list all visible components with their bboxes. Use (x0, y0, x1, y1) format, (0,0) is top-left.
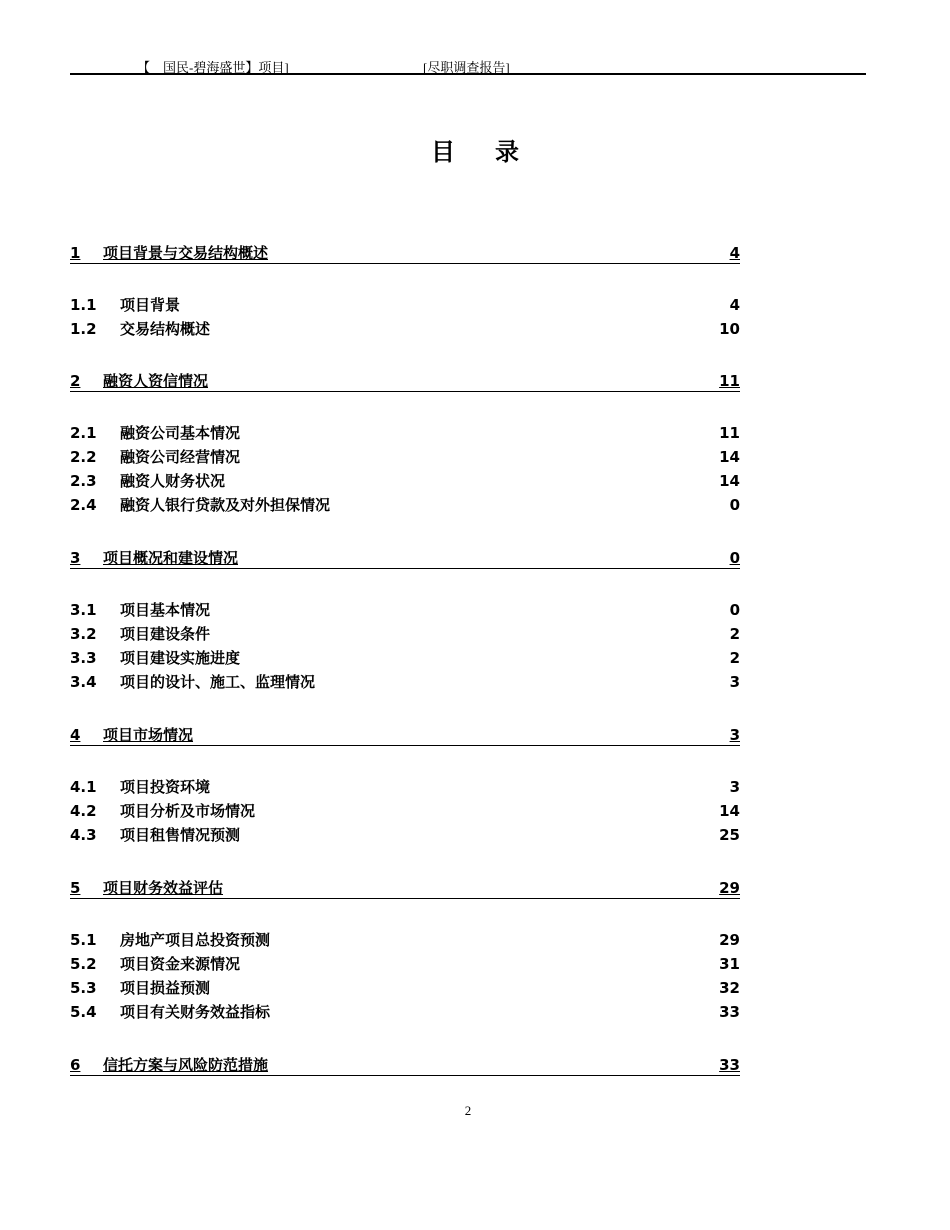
toc-entry-page: 31 (719, 955, 740, 973)
toc-title: 目录 (431, 137, 559, 166)
toc-entry-number: 3 (70, 549, 81, 567)
toc-entry-number: 1.2 (70, 320, 97, 338)
toc-entry-page: 25 (719, 826, 740, 844)
toc-entry-page: 0 (729, 549, 740, 567)
toc-chapter-entry[interactable] (70, 370, 740, 392)
toc-entry-title: 项目投资环境 (120, 778, 211, 796)
toc-entry-page: 0 (729, 601, 740, 619)
toc-entry-page: 2 (729, 649, 740, 667)
toc-entry-number: 2.1 (70, 424, 97, 442)
toc-entry-number: 3.1 (70, 601, 97, 619)
page-number: 2 (464, 1103, 472, 1118)
toc-chapter-entry[interactable] (70, 547, 740, 569)
toc-entry-number: 5 (70, 879, 81, 897)
toc-entry-number: 2.2 (70, 448, 97, 466)
toc-entry-title: 项目概况和建设情况 (103, 549, 239, 567)
toc-entry-number: 6 (70, 1056, 81, 1074)
header-project-name: 【 国民-碧海盛世】项目] (137, 60, 289, 75)
toc-section-entry[interactable] (70, 422, 740, 444)
toc-entry-title: 项目建设条件 (120, 625, 211, 643)
toc-entry-title: 项目分析及市场情况 (120, 802, 256, 820)
toc-entry-number: 3.4 (70, 673, 97, 691)
toc-entry-title: 项目基本情况 (120, 601, 211, 619)
toc-entry-title: 项目建设实施进度 (120, 649, 241, 667)
toc-entry-page: 14 (719, 472, 740, 490)
toc-chapter-entry[interactable] (70, 877, 740, 899)
toc-section-entry[interactable] (70, 647, 740, 669)
toc-entry-title: 融资人资信情况 (103, 372, 209, 390)
toc-entry-title: 项目有关财务效益指标 (120, 1003, 271, 1021)
toc-entry-number: 2 (70, 372, 81, 390)
toc-entry-title: 交易结构概述 (120, 320, 211, 338)
toc-entry-page: 2 (729, 625, 740, 643)
toc-entry-page: 4 (729, 296, 740, 314)
toc-entry-number: 5.1 (70, 931, 97, 949)
toc-chapter-entry[interactable] (70, 724, 740, 746)
toc-entry-number: 4.1 (70, 778, 97, 796)
toc-entry-page: 14 (719, 448, 740, 466)
toc-entry-number: 2.4 (70, 496, 97, 514)
toc-entry-title: 项目损益预测 (120, 979, 211, 997)
toc-entry-title: 项目租售情况预测 (120, 826, 241, 844)
toc-entry-page: 32 (719, 979, 740, 997)
toc-entry-number: 3.3 (70, 649, 97, 667)
toc-entry-title: 房地产项目总投资预测 (120, 931, 271, 949)
toc-entry-page: 3 (729, 726, 740, 744)
toc-entry-title: 融资公司经营情况 (120, 448, 241, 466)
toc-entry-number: 5.4 (70, 1003, 97, 1021)
toc-section-entry[interactable] (70, 1001, 740, 1023)
toc-entry-number: 5.3 (70, 979, 97, 997)
toc-section-entry[interactable] (70, 977, 740, 999)
toc-entry-page: 29 (719, 879, 740, 897)
toc-entry-title: 项目的设计、施工、监理情况 (120, 673, 316, 691)
toc-entry-number: 4.3 (70, 826, 97, 844)
toc-entry-title: 项目背景 (120, 296, 181, 314)
toc-entry-number: 1 (70, 244, 81, 262)
toc-entry-page: 29 (719, 931, 740, 949)
toc-chapter-entry[interactable] (70, 1054, 740, 1076)
header-divider (70, 73, 866, 75)
toc-section-entry[interactable] (70, 470, 740, 492)
toc-entry-page: 11 (719, 372, 740, 390)
toc-entry-page: 14 (719, 802, 740, 820)
header-report-type: [尽职调查报告] (423, 60, 510, 75)
toc-section-entry[interactable] (70, 623, 740, 645)
toc-entry-number: 3.2 (70, 625, 97, 643)
toc-section-entry[interactable] (70, 599, 740, 621)
toc-section-entry[interactable] (70, 671, 740, 693)
toc-section-entry[interactable] (70, 824, 740, 846)
toc-entry-title: 项目市场情况 (103, 726, 194, 744)
toc-entry-page: 33 (719, 1056, 740, 1074)
toc-entry-number: 2.3 (70, 472, 97, 490)
toc-entry-page: 33 (719, 1003, 740, 1021)
toc-entry-title: 项目资金来源情况 (120, 955, 241, 973)
toc-section-entry[interactable] (70, 800, 740, 822)
toc-entry-number: 1.1 (70, 296, 97, 314)
toc-entry-title: 融资公司基本情况 (120, 424, 241, 442)
toc-section-entry[interactable] (70, 776, 740, 798)
toc-entry-number: 5.2 (70, 955, 97, 973)
toc-chapter-entry[interactable] (70, 242, 740, 264)
toc-entry-title: 项目财务效益评估 (103, 879, 224, 897)
toc-entry-number: 4.2 (70, 802, 97, 820)
toc-entry-page: 3 (729, 778, 740, 796)
toc-entry-page: 4 (729, 244, 740, 262)
toc-entry-number: 4 (70, 726, 81, 744)
toc-entry-page: 11 (719, 424, 740, 442)
toc-entry-title: 信托方案与风险防范措施 (103, 1056, 269, 1074)
toc-entry-title: 融资人银行贷款及对外担保情况 (120, 496, 331, 514)
toc-section-entry[interactable] (70, 953, 740, 975)
toc-section-entry[interactable] (70, 318, 740, 340)
toc-entry-title: 融资人财务状况 (120, 472, 226, 490)
toc-entry-page: 3 (729, 673, 740, 691)
toc-entry-page: 10 (719, 320, 740, 338)
toc-section-entry[interactable] (70, 446, 740, 468)
toc-section-entry[interactable] (70, 929, 740, 951)
toc-section-entry[interactable] (70, 294, 740, 316)
toc-section-entry[interactable] (70, 494, 740, 516)
toc-entry-page: 0 (729, 496, 740, 514)
toc-entry-title: 项目背景与交易结构概述 (103, 244, 269, 262)
